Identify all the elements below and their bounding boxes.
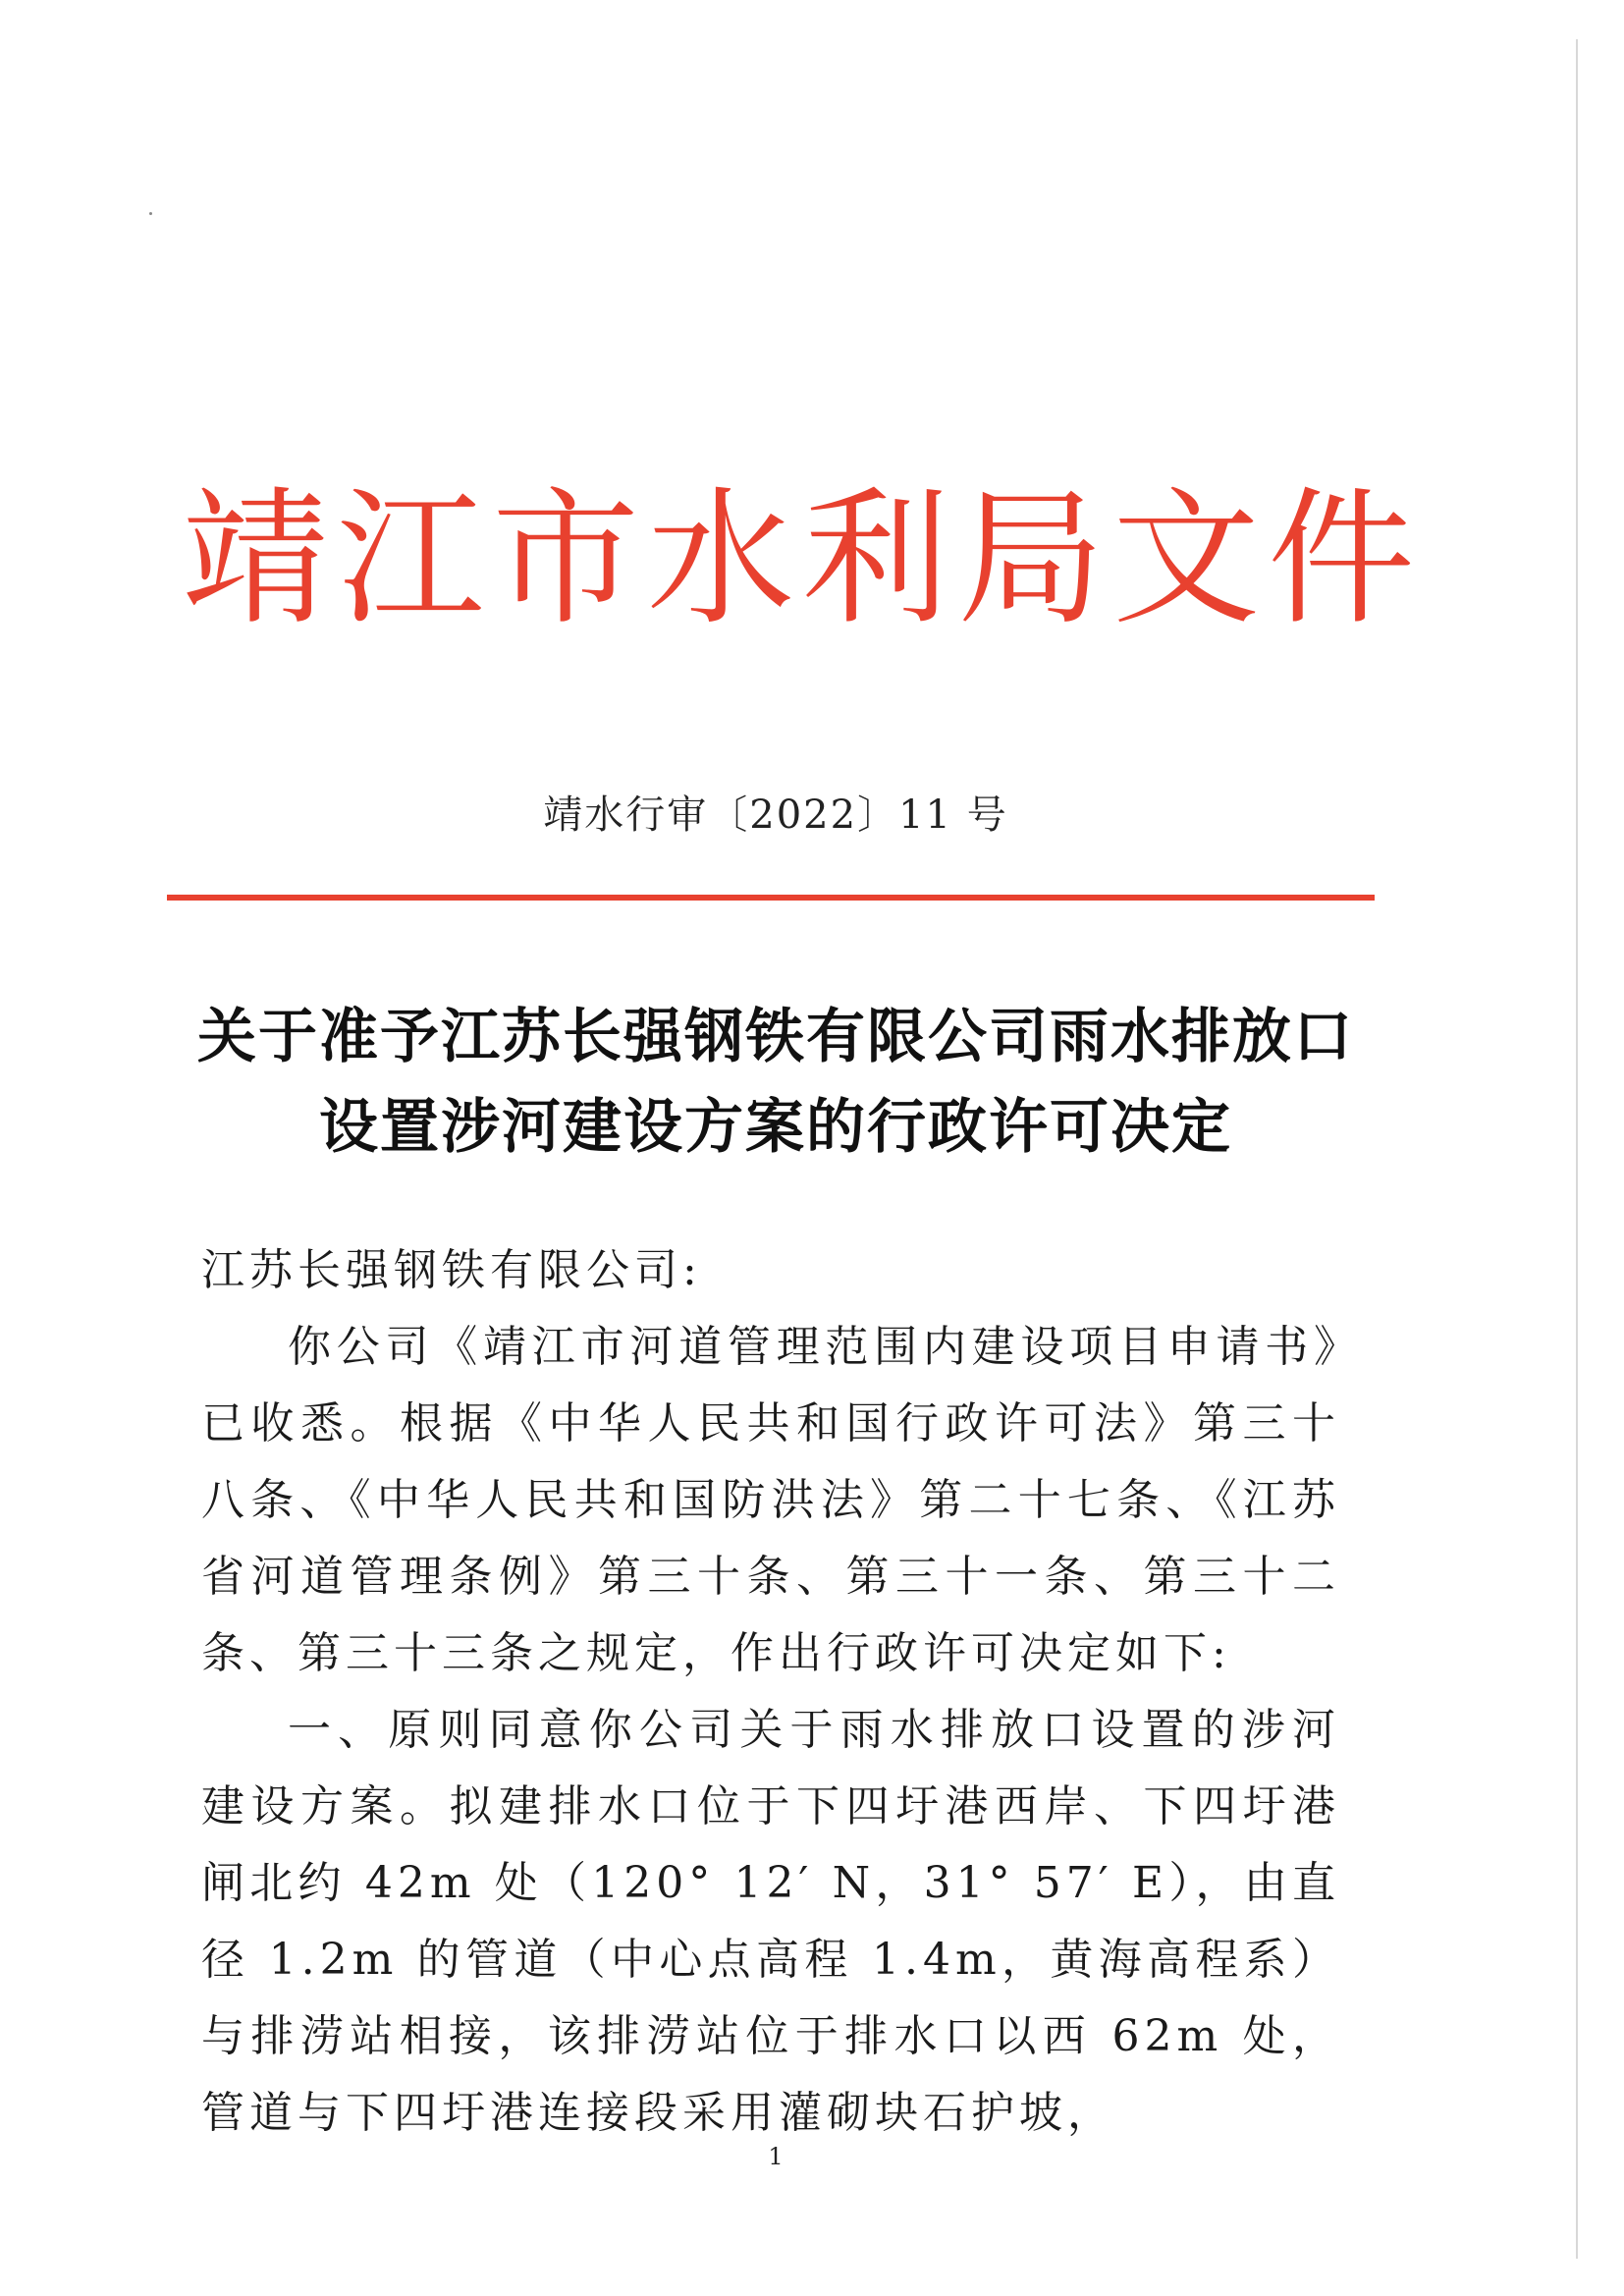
scan-edge-line bbox=[1576, 39, 1578, 2259]
scan-speck bbox=[149, 212, 152, 215]
issuing-authority-title: 靖江市水利局文件 bbox=[182, 474, 1424, 645]
salutation: 江苏长强钢铁有限公司: bbox=[201, 1245, 702, 1295]
body-paragraph-1: 你公司《靖江市河道管理范围内建设项目申请书》已收悉。根据《中华人民共和国行政许可法》第三十八条、《中华人民共和国防洪法》第二十七条、《江苏省河道管理条例》第三十条、第三十一条、第三十二条、第三十三条之规定，作出行政许可决定如下: bbox=[201, 1322, 1340, 1678]
subject-line-2: 设置涉河建设方案的行政许可决定 bbox=[319, 1093, 1232, 1162]
body-paragraph-2: 一、原则同意你公司关于雨水排放口设置的涉河建设方案。拟建排水口位于下四圩港西岸、下四圩港闸北约 42m 处（120° 12′ N，31° 57′ E），由直径 1.2m 的管道（中心点高程 1.4m，黄海高程系）与排涝站相接，该排涝站位于排水口以西 62m 处，管道与下四圩港连接段采用灌砌块石护坡， bbox=[201, 1705, 1340, 2138]
page-number: 1 bbox=[768, 2143, 784, 2170]
document-number: 靖水行审〔2022〕11 号 bbox=[543, 793, 1008, 838]
document-subject bbox=[0, 992, 1551, 1173]
document-body bbox=[201, 1232, 1340, 2152]
subject-line-1: 关于准予江苏长强钢铁有限公司雨水排放口 bbox=[197, 1003, 1354, 1071]
red-separator-line bbox=[167, 895, 1375, 901]
